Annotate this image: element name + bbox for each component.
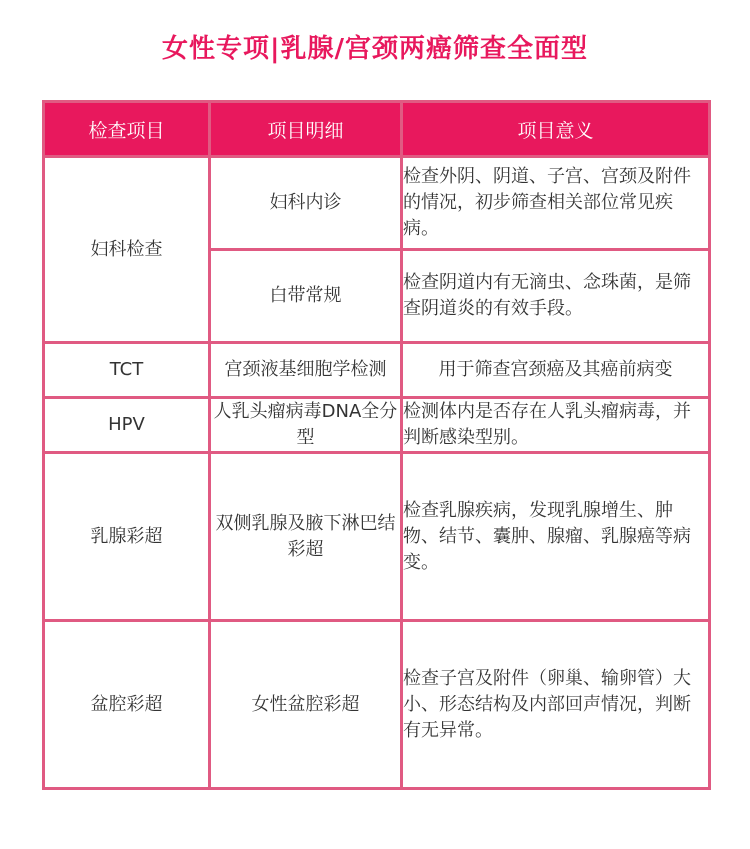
meaning-cell: 检查子宫及附件（卵巢、输卵管）大小、形态结构及内部回声情况，判断有无异常。 <box>402 621 710 789</box>
detail-cell: 妇科内诊 <box>210 157 402 250</box>
item-cell: 妇科检查 <box>44 157 210 343</box>
meaning-cell: 检查外阴、阴道、子宫、宫颈及附件的情况，初步筛查相关部位常见疾病。 <box>402 157 710 250</box>
header-detail: 项目明细 <box>210 102 402 157</box>
meaning-cell: 检查阴道内有无滴虫、念珠菌，是筛查阴道炎的有效手段。 <box>402 250 710 343</box>
table-row <box>44 621 710 789</box>
exam-table <box>42 100 711 790</box>
table-row <box>44 453 710 621</box>
table-header-row <box>44 102 710 157</box>
detail-cell: 双侧乳腺及腋下淋巴结彩超 <box>210 453 402 621</box>
item-cell: 乳腺彩超 <box>44 453 210 621</box>
meaning-cell: 用于筛查宫颈癌及其癌前病变 <box>402 343 710 398</box>
table-row <box>44 343 710 398</box>
meaning-cell: 检查乳腺疾病，发现乳腺增生、肿物、结节、囊肿、腺瘤、乳腺癌等病变。 <box>402 453 710 621</box>
detail-cell: 女性盆腔彩超 <box>210 621 402 789</box>
header-item: 检查项目 <box>44 102 210 157</box>
item-cell: HPV <box>44 398 210 453</box>
item-cell: TCT <box>44 343 210 398</box>
detail-cell: 宫颈液基细胞学检测 <box>210 343 402 398</box>
detail-cell: 人乳头瘤病毒DNA全分型 <box>210 398 402 453</box>
detail-cell: 白带常规 <box>210 250 402 343</box>
header-meaning: 项目意义 <box>402 102 710 157</box>
table-row <box>44 398 710 453</box>
table-row <box>44 157 710 250</box>
meaning-cell: 检测体内是否存在人乳头瘤病毒，并判断感染型别。 <box>402 398 710 453</box>
item-cell: 盆腔彩超 <box>44 621 210 789</box>
page-title: 女性专项|乳腺/宫颈两癌筛查全面型 <box>162 34 588 64</box>
